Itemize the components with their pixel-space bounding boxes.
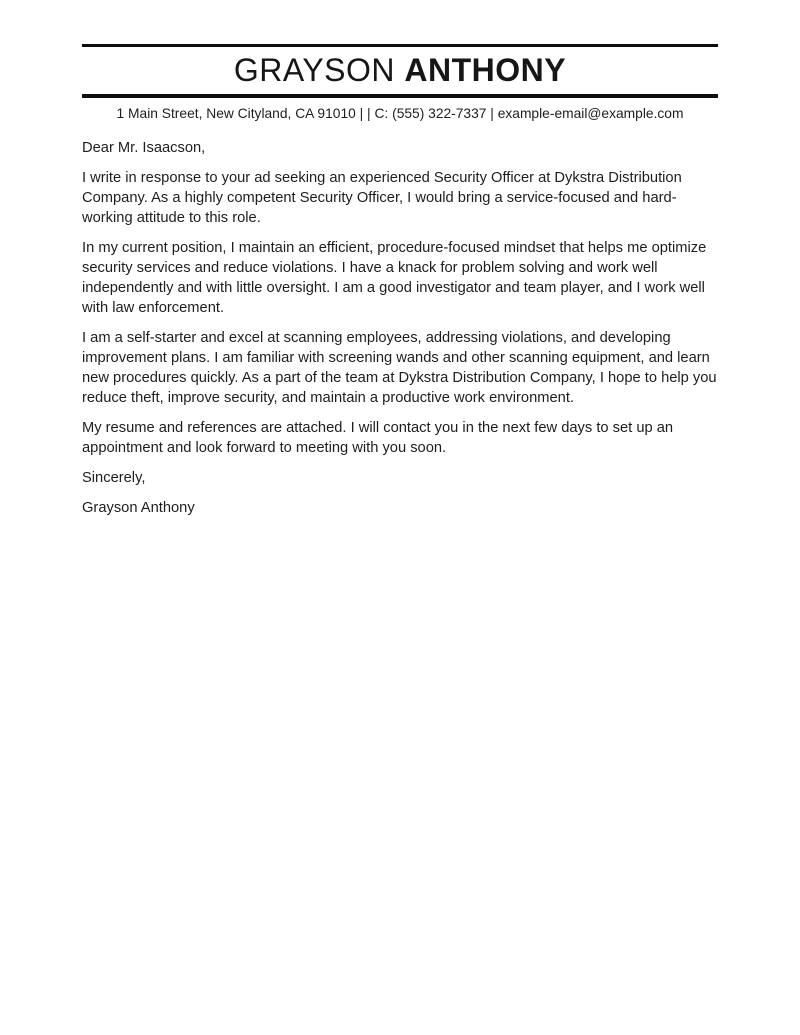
letter-body xyxy=(82,138,718,518)
last-name: ANTHONY xyxy=(404,52,567,88)
letterhead-bottom-rule xyxy=(82,94,718,98)
contact-line: 1 Main Street, New Cityland, CA 91010 | | C: (555) 322-7337 | example-email@example.com xyxy=(116,106,684,121)
paragraph-current-position: In my current position, I maintain an efficient, procedure-focused mindset that helps me optimize security services and reduce violations. I have a knack for problem solving and work well independently and with little oversight. I am a good investigator and team player, and I work well with law enforcement. xyxy=(82,240,707,316)
first-name: GRAYSON xyxy=(233,52,396,88)
paragraph-follow-up: My resume and references are attached. I will contact you in the next few days to set up an appointment and look forward to meeting with you soon. xyxy=(82,420,674,456)
paragraph-intro: I write in response to your ad seeking an experienced Security Officer at Dykstra Distribution Company. As a highly competent Security Officer, I would bring a service-focused and hard-working attitude to this role. xyxy=(82,170,682,226)
salutation: Dear Mr. Isaacson, xyxy=(82,140,206,156)
name-separator xyxy=(395,52,404,88)
signature: Grayson Anthony xyxy=(82,500,195,516)
letterhead xyxy=(82,44,718,98)
closing: Sincerely, xyxy=(82,470,146,486)
page-title xyxy=(82,47,718,94)
paragraph-skills: I am a self-starter and excel at scanning employees, addressing violations, and developing improvement plans. I am familiar with screening wands and other scanning equipment, and learn new procedures quickly. As a part of the team at Dykstra Distribution Company, I hope to help you reduce theft, improve security, and maintain a productive work environment. xyxy=(82,330,717,406)
